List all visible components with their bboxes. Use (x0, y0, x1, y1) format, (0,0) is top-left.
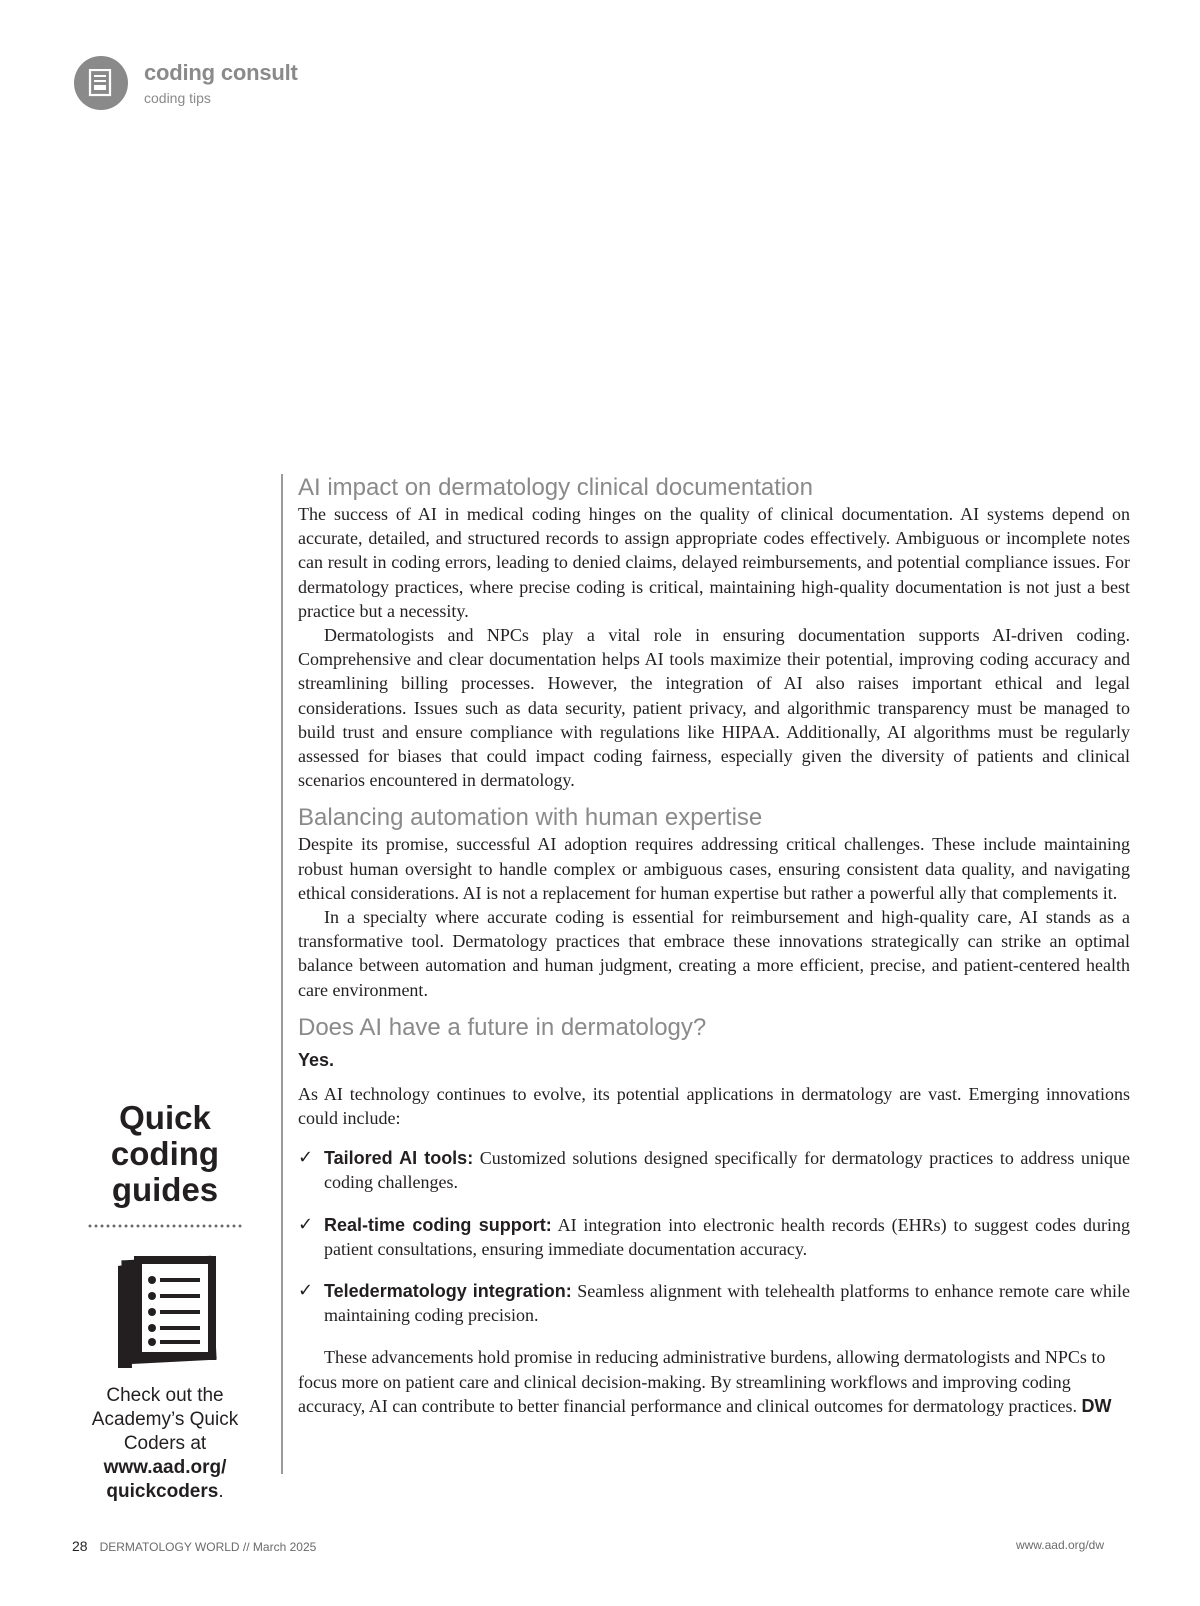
sidebar-title-line: guides (111, 1171, 219, 1208)
paragraph (298, 1345, 1130, 1418)
publication-info: DERMATOLOGY WORLD // March 2025 (99, 1540, 317, 1554)
paragraph: Dermatologists and NPCs play a vital role in ensuring documentation supports AI-driven coding. Comprehensive and clear documentation helps AI tools maximize their potential, improving coding accuracy and streamlining billing processes. However, the integration of AI also raises important ethical and legal considerations. Issues such as data security, patient privacy, and algorithmic transparency must be managed to build trust and ensure compliance with regulations like HIPAA. Additionally, AI algorithms must be regularly assessed for biases that could impact coding fairness, especially given the diversity of patients and clinical scenarios encountered in dermatology. (298, 625, 1130, 791)
page-footer (72, 1538, 316, 1554)
section-header (74, 56, 474, 112)
promo-period: . (218, 1481, 224, 1502)
list-item-text: AI integration into electronic health records (EHRs) to suggest codes during patient consultations, ensuring immediate documentation accuracy. (324, 1214, 1130, 1259)
check-icon: ✓ (298, 1213, 314, 1235)
answer-text: Yes. (298, 1049, 335, 1070)
section-heading: AI impact on dermatology clinical documentation (298, 474, 813, 501)
list-item-term: Teledermatology integration: (324, 1281, 572, 1302)
signoff: DW (1081, 1395, 1112, 1416)
check-icon: ✓ (298, 1147, 314, 1169)
promo-line: Coders at (123, 1433, 207, 1454)
sidebar-title (72, 1100, 258, 1208)
document-icon (88, 69, 114, 97)
list-item (298, 1213, 1130, 1261)
section-heading: Does AI have a future in dermatology? (298, 1013, 707, 1041)
list-item (298, 1279, 1130, 1327)
footer-url[interactable]: www.aad.org/dw (1015, 1538, 1104, 1552)
quick-coders-link-cont[interactable]: quickcoders (106, 1481, 219, 1502)
page-number: 28 (72, 1538, 88, 1554)
section-heading: Balancing automation with human expertise (298, 804, 763, 832)
paragraph: As AI technology continues to evolve, its potential applications in dermatology are vast. Emerging innovations could include: (298, 1083, 1130, 1129)
sidebar-title-line: Quick (119, 1099, 211, 1136)
innovation-list (298, 1146, 1130, 1327)
paragraph: Despite its promise, successful AI adoption requires addressing critical challenges. These include maintaining robust human oversight to handle complex or ambiguous cases, ensuring consistent data quality, and navigating ethical considerations. AI is not a replacement for human expertise but rather a powerful ally that complements it. (298, 834, 1130, 903)
paragraph: The success of AI in medical coding hinges on the quality of clinical documentation. AI systems depend on accurate, detailed, and structured records to assign appropriate codes effectively. Ambiguous or incomplete notes can result in coding errors, leading to denied claims, delayed reimbursements, and potential compliance issues. For dermatology practices, where precise coding is critical, maintaining high-quality documentation is not just a best practice but a necessity. (298, 504, 1130, 621)
quick-coding-sidebar (72, 1100, 258, 1504)
paragraph: In a specialty where accurate coding is essential for reimbursement and high-quality care, AI stands as a transformative tool. Dermatology practices that embrace these innovations strategically can strike an optimal balance between automation and human judgment, creating a more efficient, precise, and patient-centered health care environment. (298, 907, 1130, 1000)
promo-line: Academy’s Quick (91, 1409, 239, 1430)
promo-line: Check out the (106, 1385, 224, 1406)
column-divider (281, 474, 283, 1474)
checklist-document-icon (110, 1252, 220, 1370)
check-icon: ✓ (298, 1280, 314, 1302)
quick-coders-promo (72, 1384, 258, 1504)
list-item (298, 1146, 1130, 1194)
section-badge (74, 56, 128, 110)
dotted-divider (87, 1224, 243, 1228)
list-item-text: Customized solutions designed specifically for dermatology practices to address unique coding challenges. (324, 1148, 1130, 1193)
quick-coders-link[interactable]: www.aad.org/ (103, 1457, 227, 1478)
sidebar-title-line: coding (110, 1135, 220, 1172)
list-item-term: Tailored AI tools: (324, 1148, 474, 1169)
section-title: coding consult (144, 60, 298, 85)
list-item-term: Real-time coding support: (324, 1214, 552, 1235)
section-subtitle: coding tips (144, 90, 211, 106)
article-body (298, 474, 1130, 1418)
list-item-text: Seamless alignment with telehealth platforms to enhance remote care while maintaining coding precision. (324, 1281, 1130, 1326)
closing-text: These advancements hold promise in reducing administrative burdens, allowing dermatologists and NPCs to focus more on patient care and clinical decision-making. By streamlining workflows and improving coding accuracy, AI can contribute to better financial performance and clinical outcomes for dermatology practices. (298, 1347, 1106, 1416)
